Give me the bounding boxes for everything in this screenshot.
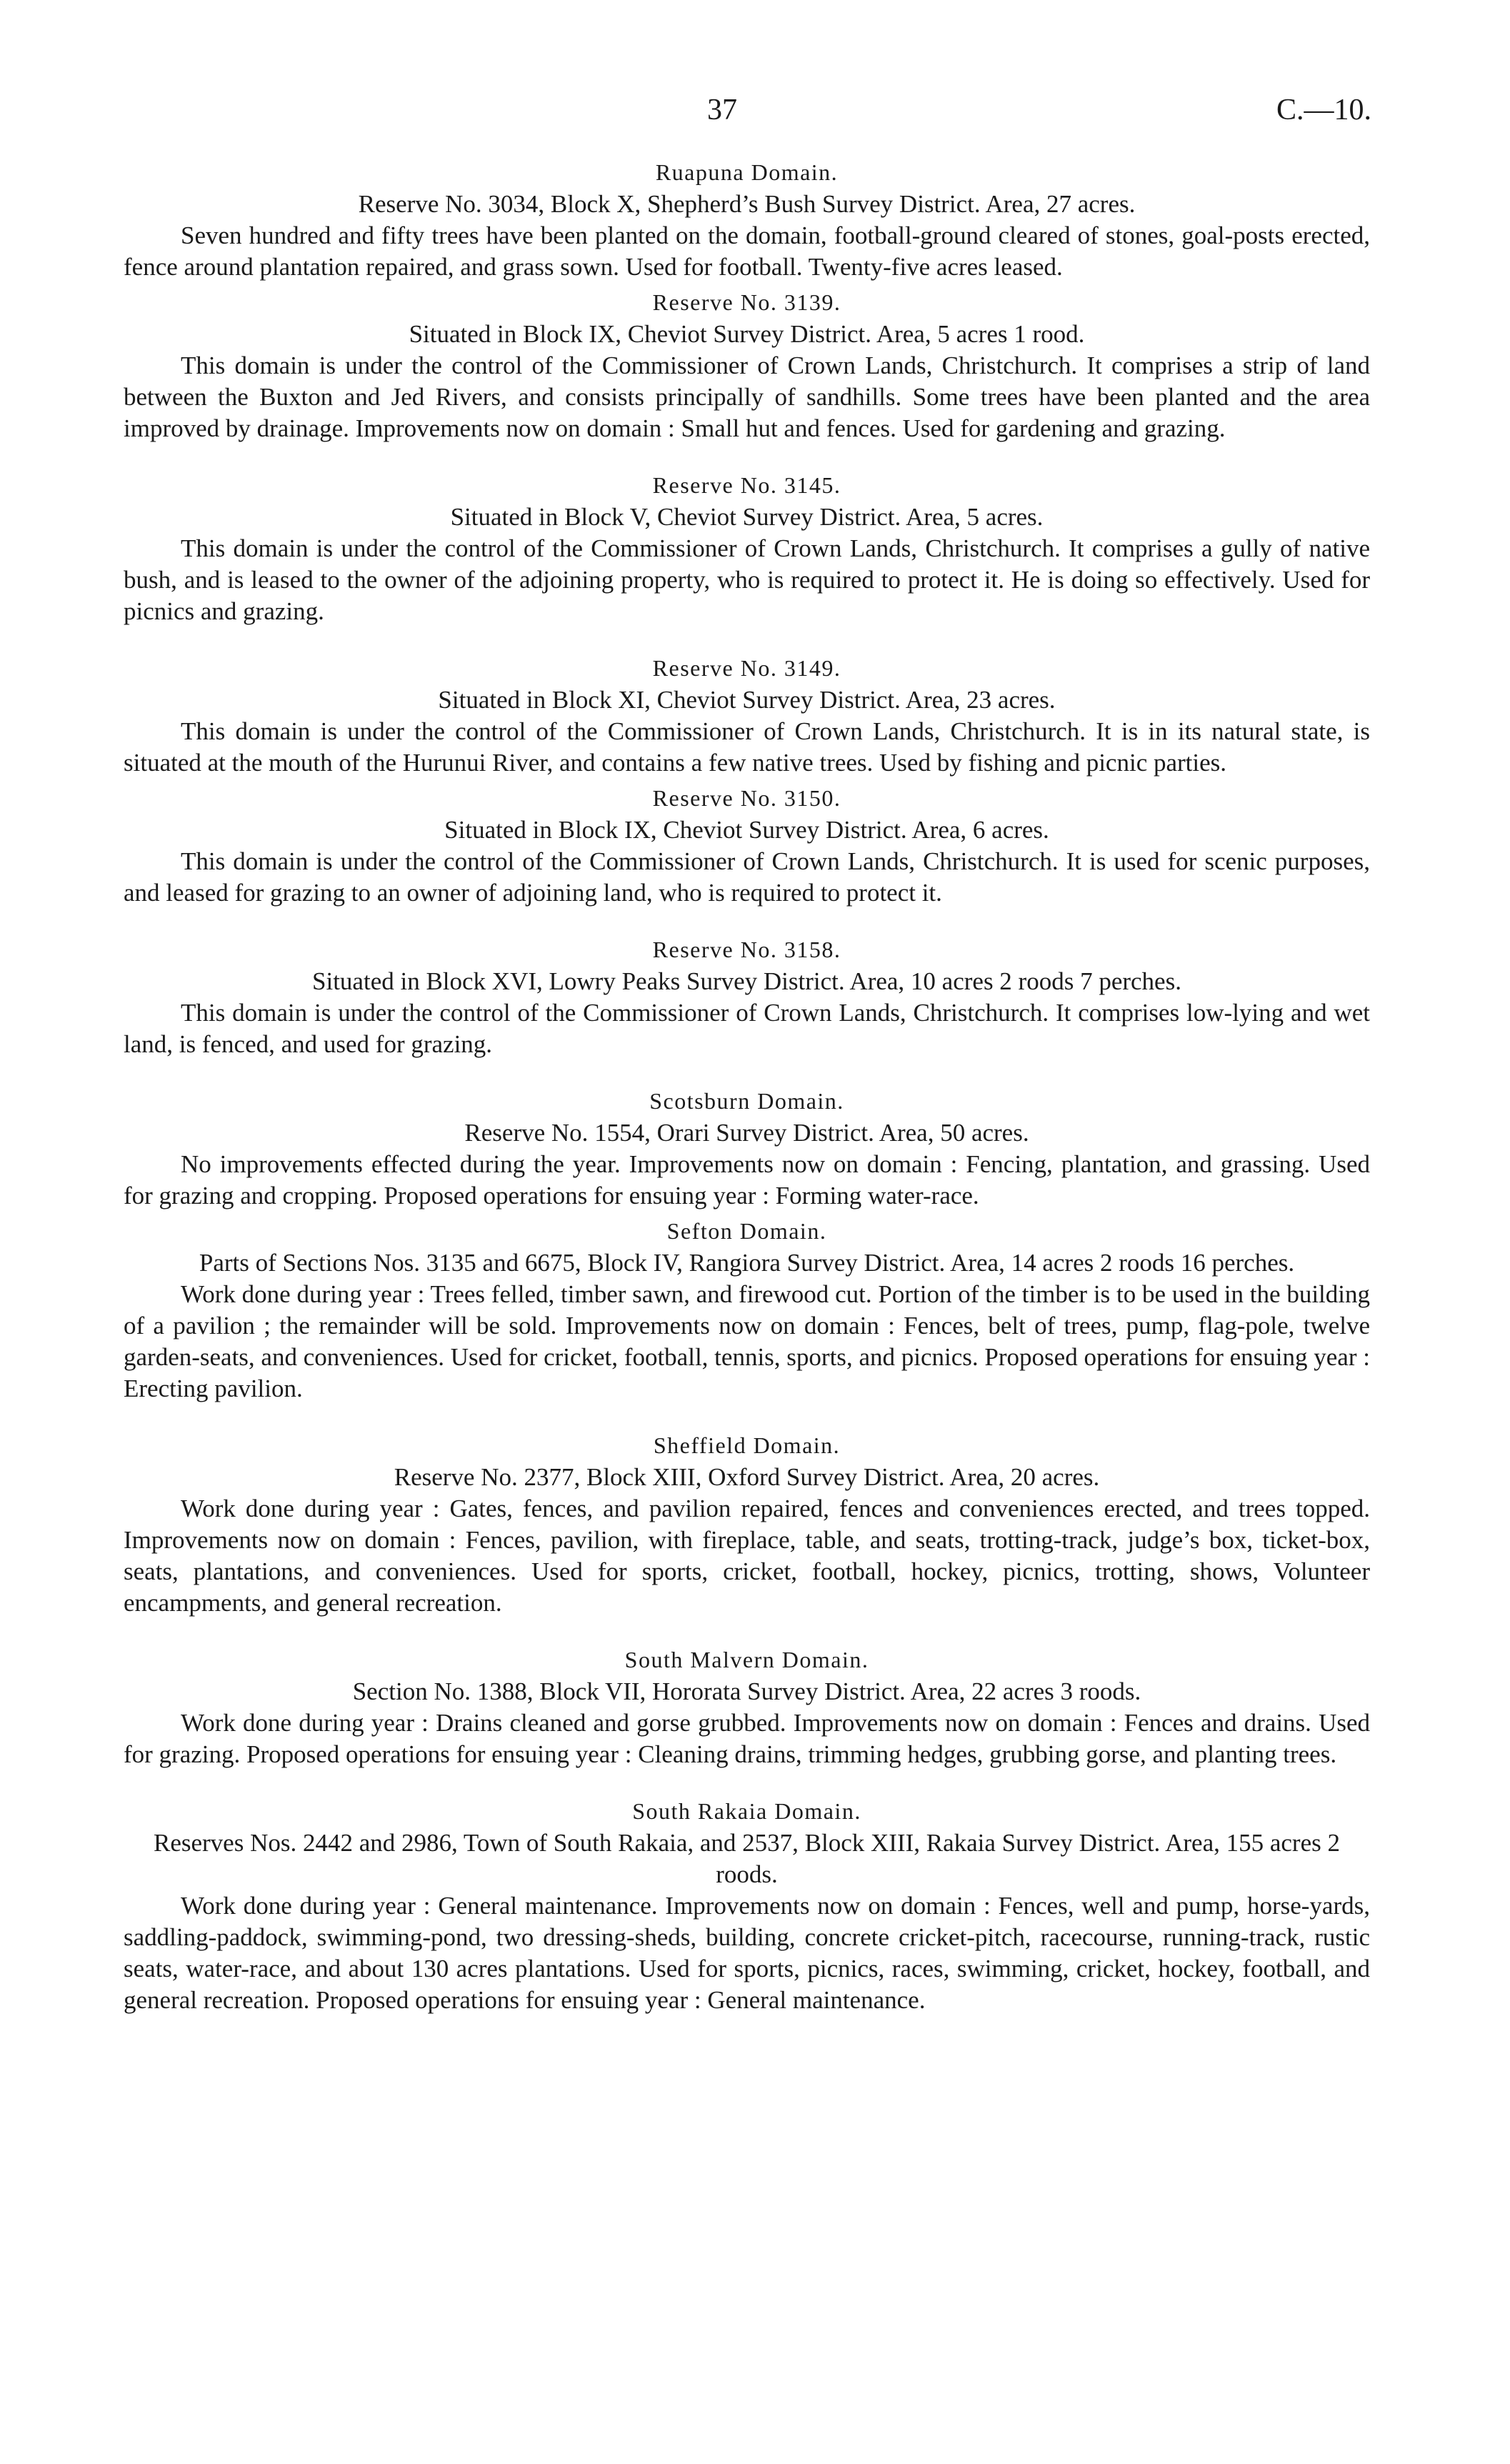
section-sefton-domain	[124, 1214, 1370, 1405]
section-title: Sefton Domain.	[666, 1218, 827, 1244]
section-subtitle: Situated in Block IX, Cheviot Survey District. Area, 6 acres.	[444, 816, 1049, 844]
section-title: Reserve No. 3145.	[652, 472, 841, 498]
section-subtitle: Section No. 1388, Block VII, Hororata Survey District. Area, 22 acres 3 roods.	[352, 1677, 1141, 1705]
section-body: This domain is under the control of the Commissioner of Crown Lands, Christchurch. It is used for scenic purposes, and leased for grazing to an owner of adjoining land, who is required to protect it.	[124, 847, 1370, 907]
section-body: This domain is under the control of the Commissioner of Crown Lands, Christchurch. It comprises a gully of native bush, and is leased to the owner of the adjoining property, who is required to protect it. He is doing so effectively. Used for picnics and grazing.	[124, 534, 1370, 625]
section-body: This domain is under the control of the Commissioner of Crown Lands, Christchurch. It is in its natural state, is situated at the mouth of the Hurunui River, and contains a few native trees. Used by fishing and picnic parties.	[124, 717, 1370, 777]
section-body: This domain is under the control of the Commissioner of Crown Lands, Christchurch. It comprises low-lying and wet land, is fenced, and used for grazing.	[124, 999, 1370, 1058]
section-reserve-3150	[124, 782, 1370, 909]
section-subtitle: Parts of Sections Nos. 3135 and 6675, Block IV, Rangiora Survey District. Area, 14 acres 2 roods 16 perches.	[199, 1249, 1295, 1277]
section-reserve-3145	[124, 469, 1370, 627]
section-reserve-3139	[124, 286, 1370, 444]
section-title: South Rakaia Domain.	[632, 1798, 861, 1824]
section-reserve-3158	[124, 933, 1370, 1060]
section-reserve-3149	[124, 652, 1370, 779]
section-subtitle: Reserve No. 3034, Block X, Shepherd’s Bush Survey District. Area, 27 acres.	[358, 190, 1136, 218]
section-title: Reserve No. 3139.	[652, 289, 841, 315]
section-title: Reserve No. 3149.	[652, 655, 841, 681]
section-subtitle: Situated in Block IX, Cheviot Survey District. Area, 5 acres 1 rood.	[409, 320, 1085, 348]
section-body: Work done during year : General maintenance. Improvements now on domain : Fences, well and pump, horse-yards, saddling-paddock, swimming-pond, two dressing-sheds, building, concrete cricket-pitch, racecourse, running-track, rustic seats, water-race, and about 130 acres plantations. Used for sports, picnics, races, swimming, cricket, hockey, football, and general recreation. Proposed operations for ensuing year : General maintenance.	[124, 1892, 1370, 2014]
section-title: South Malvern Domain.	[624, 1647, 869, 1672]
section-title: Ruapuna Domain.	[655, 159, 839, 185]
section-sheffield-domain	[124, 1429, 1370, 1619]
document-reference: C.—10.	[1276, 94, 1371, 126]
section-body: No improvements effected during the year. Improvements now on domain : Fencing, plantation, and grassing. Used for grazing and cropping. Proposed operations for ensuing year : Forming water-race.	[124, 1150, 1370, 1209]
section-body: This domain is under the control of the Commissioner of Crown Lands, Christchurch. It comprises a strip of land between the Buxton and Jed Rivers, and consists principally of sandhills. Some trees have been planted and the area improved by drainage. Improvements now on domain : Small hut and fences. Used for gardening and grazing.	[124, 351, 1370, 442]
section-south-rakaia-domain	[124, 1795, 1370, 2016]
section-subtitle: Reserves Nos. 2442 and 2986, Town of South Rakaia, and 2537, Block XIII, Rakaia Survey District. Area, 155 acres 2 roods.	[153, 1829, 1340, 1888]
section-body: Seven hundred and fifty trees have been planted on the domain, football-ground cleared of stones, goal-posts erected, fence around plantation repaired, and grass sown. Used for football. Twenty-five acres leased.	[124, 221, 1370, 281]
section-south-malvern-domain	[124, 1643, 1370, 1770]
section-title: Sheffield Domain.	[653, 1432, 841, 1458]
section-title: Reserve No. 3158.	[652, 937, 841, 962]
section-ruapuna-domain	[124, 156, 1370, 283]
section-body: Work done during year : Gates, fences, and pavilion repaired, fences and conveniences erected, and trees topped. Improvements now on domain : Fences, pavilion, with fireplace, table, and seats, trotting-track, judge’s box, ticket-box, seats, plantations, and conveniences. Used for sports, cricket, football, hockey, picnics, trotting, shows, Volunteer encampments, and general recreation.	[124, 1495, 1370, 1617]
section-body: Work done during year : Drains cleaned and gorse grubbed. Improvements now on domain : Fences and drains. Used for grazing. Proposed operations for ensuing year : Cleaning drains, trimming hedges, grubbing gorse, and planting trees.	[124, 1709, 1370, 1768]
section-title: Reserve No. 3150.	[652, 785, 841, 811]
section-title: Scotsburn Domain.	[649, 1088, 844, 1114]
section-subtitle: Situated in Block XVI, Lowry Peaks Survey District. Area, 10 acres 2 roods 7 perches.	[312, 967, 1181, 995]
section-subtitle: Situated in Block XI, Cheviot Survey District. Area, 23 acres.	[438, 686, 1056, 714]
section-subtitle: Reserve No. 1554, Orari Survey District. Area, 50 acres.	[464, 1119, 1029, 1147]
section-subtitle: Situated in Block V, Cheviot Survey District. Area, 5 acres.	[450, 503, 1044, 531]
page-content	[124, 156, 1370, 2016]
section-body: Work done during year : Trees felled, timber sawn, and firewood cut. Portion of the timber is to be used in the building of a pavilion ; the remainder will be sold. Improvements now on domain : Fences, belt of trees, pump, flag-pole, twelve garden-seats, and conveniences. Used for cricket, football, tennis, sports, and picnics. Proposed operations for ensuing year : Erecting pavilion.	[124, 1280, 1370, 1402]
section-subtitle: Reserve No. 2377, Block XIII, Oxford Survey District. Area, 20 acres.	[394, 1463, 1100, 1491]
page-number: 37	[707, 94, 737, 126]
page-header	[0, 93, 1510, 136]
section-scotsburn-domain	[124, 1084, 1370, 1212]
